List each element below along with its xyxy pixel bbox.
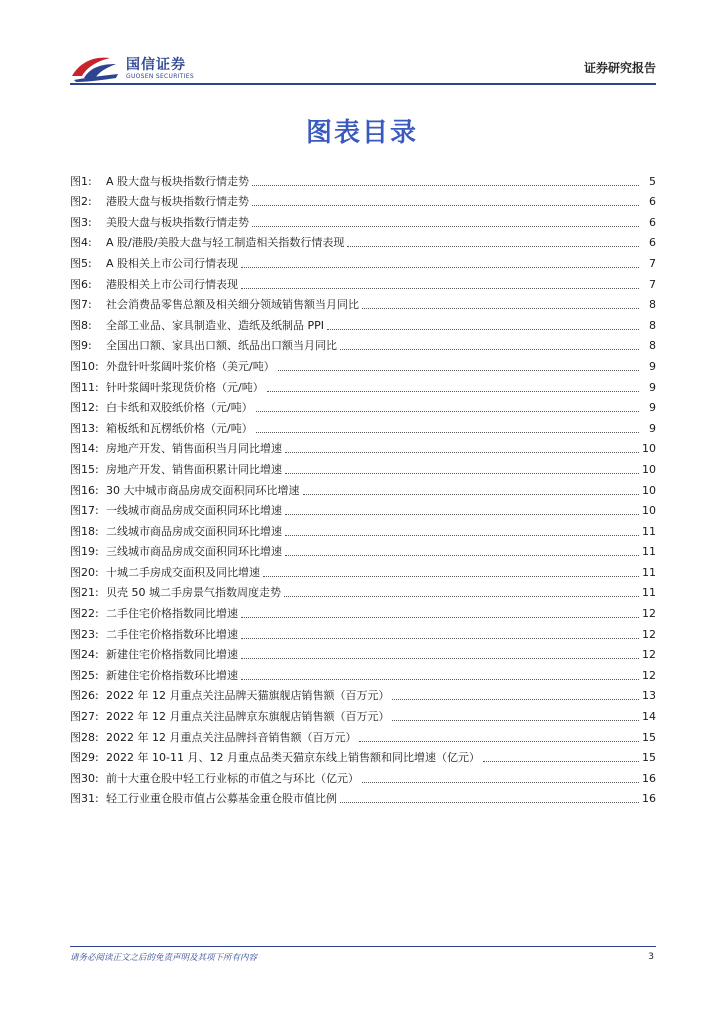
toc-entry-title: 房地产开发、销售面积当月同比增速 (106, 442, 282, 456)
toc-entry[interactable] (70, 559, 656, 580)
toc-entry-page: 10 (642, 442, 656, 456)
toc-entry-page: 8 (649, 339, 656, 353)
toc-leader-dots (256, 431, 639, 433)
toc-leader-dots (241, 637, 639, 639)
toc-leader-dots (241, 287, 639, 289)
toc-entry-page: 8 (649, 318, 656, 332)
toc-entry-title: 二手住宅价格指数同比增速 (106, 607, 238, 621)
toc-entry[interactable] (70, 271, 656, 292)
toc-entry-title: 新建住宅价格指数环比增速 (106, 668, 238, 682)
toc-leader-dots (483, 760, 639, 762)
toc-entry-page: 9 (649, 401, 656, 415)
toc-leader-dots (285, 554, 639, 556)
toc-leader-dots (340, 801, 639, 803)
toc-leader-dots (267, 390, 639, 392)
toc-leader-dots (392, 719, 639, 721)
guosen-logo (70, 50, 230, 86)
toc-leader-dots (252, 225, 639, 227)
toc-entry-page: 7 (649, 277, 656, 291)
toc-entry-number: 图22: (70, 607, 99, 621)
toc-entry[interactable] (70, 436, 656, 457)
toc-entry-title: 贝壳 50 城二手房景气指数周度走势 (106, 586, 281, 600)
toc-entry-number: 图15: (70, 462, 99, 476)
toc-leader-dots (284, 595, 639, 597)
toc-entry-page: 12 (642, 627, 656, 641)
toc-leader-dots (392, 698, 639, 700)
toc-leader-dots (241, 616, 639, 618)
toc-entry-number: 图10: (70, 359, 99, 373)
guosen-logo-icon (70, 52, 120, 84)
toc-entry-title: 轻工行业重仓股市值占公募基金重仓股市值比例 (106, 792, 337, 806)
toc-entry-number: 图29: (70, 751, 99, 765)
toc-entry[interactable] (70, 518, 656, 539)
toc-entry-number: 图7: (70, 298, 92, 312)
toc-entry-title: 2022 年 12 月重点关注品牌抖音销售额（百万元） (106, 730, 357, 744)
toc-entry[interactable] (70, 333, 656, 354)
toc-entry-page: 9 (649, 359, 656, 373)
toc-entry[interactable] (70, 395, 656, 416)
toc-entry-number: 图27: (70, 710, 99, 724)
toc-entry[interactable] (70, 745, 656, 766)
toc-entry[interactable] (70, 621, 656, 642)
toc-leader-dots (241, 678, 639, 680)
toc-entry-page: 16 (642, 771, 656, 785)
toc-leader-dots (362, 781, 639, 783)
header-divider (70, 83, 656, 85)
toc-entry-page: 6 (649, 195, 656, 209)
toc-entry-title: 外盘针叶浆阔叶浆价格（美元/吨） (106, 359, 275, 373)
toc-entry-number: 图5: (70, 256, 92, 270)
toc-entry-title: 二手住宅价格指数环比增速 (106, 627, 238, 641)
toc-entry-number: 图11: (70, 380, 99, 394)
toc-entry-title: 白卡纸和双胶纸价格（元/吨） (106, 401, 253, 415)
toc-entry-number: 图25: (70, 668, 99, 682)
toc-leader-dots (278, 369, 639, 371)
toc-leader-dots (359, 740, 639, 742)
toc-leader-dots (252, 204, 639, 206)
toc-entry-page: 14 (642, 710, 656, 724)
toc-entry-page: 12 (642, 668, 656, 682)
toc-leader-dots (256, 410, 639, 412)
toc-entry-title: A 股大盘与板块指数行情走势 (106, 174, 250, 188)
toc-entry-title: 全部工业品、家具制造业、造纸及纸制品 PPI (106, 318, 325, 332)
toc-entry-number: 图8: (70, 318, 92, 332)
toc-entry-title: A 股/港股/美股大盘与轻工制造相关指数行情表现 (106, 236, 345, 250)
table-of-figures (70, 168, 656, 806)
toc-entry-page: 6 (649, 215, 656, 229)
toc-entry-title: 港股大盘与板块指数行情走势 (106, 195, 249, 209)
toc-entry-number: 图3: (70, 215, 92, 229)
toc-entry-page: 16 (642, 792, 656, 806)
toc-leader-dots (285, 472, 639, 474)
toc-entry[interactable] (70, 168, 656, 189)
toc-entry-title: 30 大中城市商品房成交面积同环比增速 (106, 483, 300, 497)
toc-entry-page: 10 (642, 483, 656, 497)
toc-entry[interactable] (70, 250, 656, 271)
toc-entry[interactable] (70, 539, 656, 560)
toc-entry-title: 2022 年 12 月重点关注品牌天猫旗舰店销售额（百万元） (106, 689, 390, 703)
toc-entry-page: 9 (649, 421, 656, 435)
logo-english-name: GUOSEN SECURITIES (126, 73, 195, 80)
footer-divider (70, 946, 656, 947)
toc-entry-title: 美股大盘与板块指数行情走势 (106, 215, 249, 229)
toc-entry-number: 图21: (70, 586, 99, 600)
toc-entry-number: 图30: (70, 771, 99, 785)
toc-entry-title: 全国出口额、家具出口额、纸品出口额当月同比 (106, 339, 337, 353)
toc-entry[interactable] (70, 498, 656, 519)
toc-leader-dots (347, 245, 639, 247)
toc-entry-page: 11 (642, 565, 656, 579)
toc-entry[interactable] (70, 786, 656, 807)
toc-entry-title: 前十大重仓股中轻工行业标的市值之与环比（亿元） (106, 771, 359, 785)
toc-entry[interactable] (70, 230, 656, 251)
toc-entry[interactable] (70, 580, 656, 601)
toc-leader-dots (285, 534, 639, 536)
toc-entry-page: 15 (642, 751, 656, 765)
toc-entry[interactable] (70, 724, 656, 745)
toc-leader-dots (303, 493, 640, 495)
toc-entry-title: 箱板纸和瓦楞纸价格（元/吨） (106, 421, 253, 435)
toc-entry[interactable] (70, 765, 656, 786)
toc-leader-dots (252, 184, 639, 186)
toc-entry-page: 11 (642, 524, 656, 538)
toc-entry-page: 12 (642, 607, 656, 621)
toc-entry-number: 图9: (70, 339, 92, 353)
toc-entry-number: 图26: (70, 689, 99, 703)
toc-entry-number: 图4: (70, 236, 92, 250)
toc-entry[interactable] (70, 374, 656, 395)
toc-entry-title: 房地产开发、销售面积累计同比增速 (106, 462, 282, 476)
toc-entry-title: 2022 年 12 月重点关注品牌京东旗舰店销售额（百万元） (106, 710, 390, 724)
toc-leader-dots (285, 451, 639, 453)
toc-entry-page: 9 (649, 380, 656, 394)
toc-leader-dots (263, 575, 639, 577)
toc-entry-page: 13 (642, 689, 656, 703)
toc-entry-title: 港股相关上市公司行情表现 (106, 277, 238, 291)
toc-leader-dots (362, 307, 639, 309)
toc-entry-number: 图17: (70, 504, 99, 518)
toc-entry-page: 8 (649, 298, 656, 312)
toc-leader-dots (285, 513, 639, 515)
toc-entry-page: 7 (649, 256, 656, 270)
toc-entry-number: 图19: (70, 545, 99, 559)
toc-entry-page: 11 (642, 586, 656, 600)
footer-disclaimer: 请务必阅读正文之后的免责声明及其项下所有内容 (70, 953, 258, 963)
toc-entry-page: 5 (649, 174, 656, 188)
toc-entry-title: A 股相关上市公司行情表现 (106, 256, 239, 270)
toc-entry-number: 图1: (70, 174, 92, 188)
toc-entry-number: 图2: (70, 195, 92, 209)
toc-entry-number: 图16: (70, 483, 99, 497)
toc-entry-page: 6 (649, 236, 656, 250)
toc-entry-number: 图13: (70, 421, 99, 435)
toc-entry-page: 12 (642, 648, 656, 662)
toc-entry-page: 11 (642, 545, 656, 559)
toc-entry[interactable] (70, 292, 656, 313)
toc-entry-title: 二线城市商品房成交面积同环比增速 (106, 524, 282, 538)
toc-entry-number: 图28: (70, 730, 99, 744)
toc-entry[interactable] (70, 662, 656, 683)
toc-entry-page: 10 (642, 462, 656, 476)
page-header (70, 50, 656, 86)
toc-entry-title: 十城二手房成交面积及同比增速 (106, 565, 260, 579)
toc-entry-title: 一线城市商品房成交面积同环比增速 (106, 504, 282, 518)
toc-entry-title: 社会消费品零售总额及相关细分领域销售额当月同比 (106, 298, 359, 312)
toc-entry-number: 图24: (70, 648, 99, 662)
toc-entry-number: 图31: (70, 792, 99, 806)
toc-entry[interactable] (70, 642, 656, 663)
toc-entry[interactable] (70, 600, 656, 621)
toc-entry[interactable] (70, 209, 656, 230)
toc-entry[interactable] (70, 353, 656, 374)
toc-entry-title: 新建住宅价格指数同比增速 (106, 648, 238, 662)
toc-entry-title: 2022 年 10-11 月、12 月重点品类天猫京东线上销售额和同比增速（亿元） (106, 751, 480, 765)
toc-entry[interactable] (70, 189, 656, 210)
logo-chinese-name: 国信证券 (126, 57, 186, 73)
toc-entry-number: 图12: (70, 401, 99, 415)
toc-entry-title: 针叶浆阔叶浆现货价格（元/吨） (106, 380, 264, 394)
report-type-label: 证券研究报告 (583, 61, 656, 75)
toc-entry-number: 图14: (70, 442, 99, 456)
toc-entry-number: 图18: (70, 524, 99, 538)
toc-entry-title: 三线城市商品房成交面积同环比增速 (106, 545, 282, 559)
toc-entry-page: 15 (642, 730, 656, 744)
page-title: 图表目录 (305, 118, 418, 148)
toc-entry[interactable] (70, 703, 656, 724)
toc-entry[interactable] (70, 683, 656, 704)
toc-entry[interactable] (70, 415, 656, 436)
page-number: 3 (648, 952, 654, 962)
toc-entry-number: 图20: (70, 565, 99, 579)
toc-entry-page: 10 (642, 504, 656, 518)
toc-entry-number: 图6: (70, 277, 92, 291)
toc-entry[interactable] (70, 312, 656, 333)
toc-entry-number: 图23: (70, 627, 99, 641)
toc-entry[interactable] (70, 456, 656, 477)
toc-leader-dots (241, 657, 639, 659)
toc-leader-dots (340, 348, 639, 350)
toc-leader-dots (241, 266, 639, 268)
toc-leader-dots (327, 328, 639, 330)
toc-entry[interactable] (70, 477, 656, 498)
